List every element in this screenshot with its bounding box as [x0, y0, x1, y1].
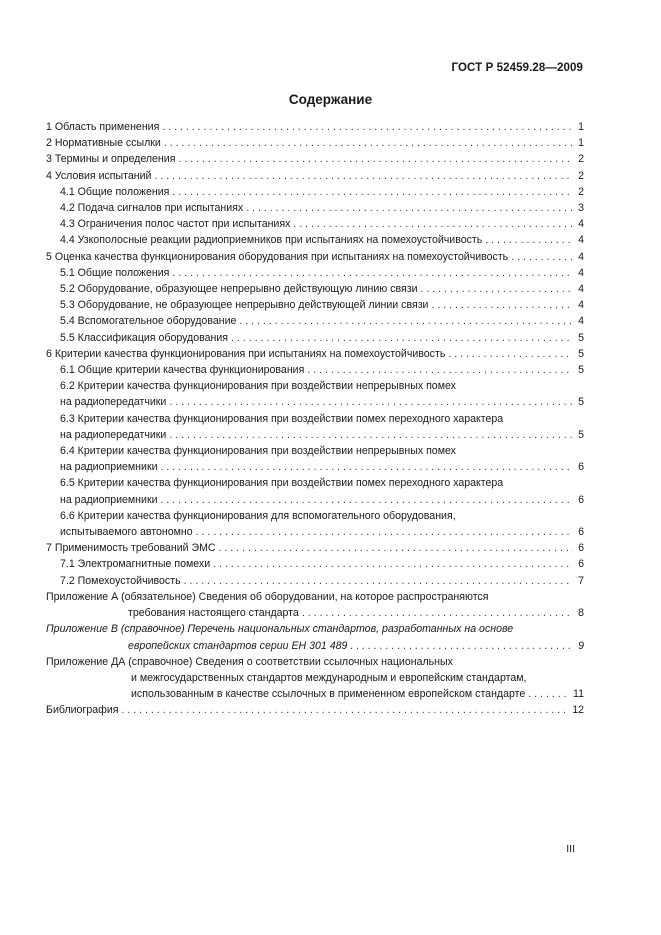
toc-leader-dots [161, 459, 573, 475]
toc-entry-text: и межгосударственных стандартов международным и европейским стандартам, [131, 671, 527, 684]
toc-leader-dots [293, 216, 573, 232]
toc-page-number: 11 [573, 688, 584, 701]
toc-entry-text: 7.2 Помехоустойчивость [60, 574, 181, 587]
toc-entry[interactable] [46, 313, 584, 329]
toc-entry-text: 4.1 Общие положения [60, 185, 170, 198]
toc-entry-text: 4.4 Узкополосные реакции радиоприемников при испытаниях на помехоустойчивость [60, 234, 483, 247]
toc-entry-text: использованным в качестве ссылочных в примененном европейском стандарте [131, 688, 526, 701]
toc-entry-text: Приложение А (обязательное) Сведения об оборудовании, на которое распространяются [46, 590, 489, 603]
toc-leader-dots [302, 605, 573, 621]
toc-entry-text: на радиопередатчики [60, 428, 167, 441]
toc-entry-text: 6.2 Критерии качества функционирования при воздействии непрерывных помех [60, 380, 456, 393]
toc-leader-dots [239, 313, 573, 329]
toc-entry[interactable] [46, 411, 584, 443]
toc-entry[interactable] [46, 216, 584, 232]
toc-page-number: 5 [578, 364, 584, 377]
toc-page-number: 1 [578, 137, 584, 150]
toc-page-number: 2 [578, 153, 584, 166]
toc-entry[interactable] [46, 297, 584, 313]
toc-entry-text: 6.4 Критерии качества функционирования при воздействии непрерывных помех [60, 445, 456, 458]
toc-leader-dots [184, 573, 573, 589]
toc-entry[interactable] [46, 443, 584, 475]
toc-entry-text: 6.5 Критерии качества функционирования при воздействии помех переходного характера [60, 477, 504, 490]
toc-leader-dots [213, 556, 573, 572]
toc-entry-text: 6.3 Критерии качества функционирования при воздействии помех переходного характера [60, 412, 504, 425]
toc-entry-text: 6.6 Критерии качества функционирования для вспомогательного оборудования, [60, 509, 456, 522]
toc-entry-text: на радиопередатчики [60, 396, 167, 409]
toc-leader-dots [178, 151, 573, 167]
toc-page-number: 4 [578, 266, 584, 279]
toc-leader-dots [169, 394, 573, 410]
toc-leader-dots [350, 638, 573, 654]
toc-entry-text: европейских стандартов серии ЕН 301 489 [128, 639, 348, 652]
toc-entry-text: 3 Термины и определения [46, 153, 176, 166]
toc-page-number: 4 [578, 283, 584, 296]
toc-entry[interactable] [46, 702, 584, 718]
toc-page-number: 4 [578, 315, 584, 328]
toc-entry-text: 7 Применимость требований ЭМС [46, 542, 216, 555]
toc-entry[interactable] [46, 168, 584, 184]
toc-leader-dots [307, 362, 573, 378]
toc-entry-text: 1 Область применения [46, 121, 160, 133]
toc-entry-text: Приложение ДА (справочное) Сведения о соответствии ссылочных национальных [46, 655, 453, 668]
toc-leader-dots [196, 524, 573, 540]
toc-entry-text: Приложение В (справочное) Перечень национальных стандартов, разработанных на основе [46, 623, 514, 636]
toc-leader-dots [172, 265, 573, 281]
toc-leader-dots [162, 119, 573, 135]
toc-page-number: 9 [578, 639, 584, 652]
toc-leader-dots [161, 492, 573, 508]
toc-page-number: 2 [578, 169, 584, 182]
toc-entry-text: требования настоящего стандарта [128, 607, 299, 620]
toc-page-number: 12 [572, 704, 584, 717]
toc-entry-text: 5.3 Оборудование, не образующее непрерывно действующей линии связи [60, 299, 429, 312]
toc-entry-text: на радиоприемники [60, 493, 158, 506]
toc-leader-dots [528, 686, 570, 702]
toc-page-number: 2 [578, 185, 584, 198]
toc-page-number: 6 [578, 558, 584, 571]
toc-entry[interactable] [46, 346, 584, 362]
toc-entry-text: 5.2 Оборудование, образующее непрерывно действующую линию связи [60, 283, 418, 296]
toc-entry-text: 2 Нормативные ссылки [46, 137, 161, 150]
toc-page-number: 4 [578, 299, 584, 312]
toc-leader-dots [431, 297, 573, 313]
toc-entry[interactable] [46, 184, 584, 200]
document-header: ГОСТ Р 52459.28—2009 [451, 62, 583, 74]
toc-entry[interactable] [46, 281, 584, 297]
toc-leader-dots [172, 184, 573, 200]
toc-entry-text: 7.1 Электромагнитные помехи [60, 558, 211, 571]
toc-entry-text: 4.2 Подача сигналов при испытаниях [60, 202, 244, 215]
toc-leader-dots [121, 702, 569, 718]
toc-page-number: 6 [578, 493, 584, 506]
toc-entry[interactable] [46, 508, 584, 540]
toc-page-number: 5 [578, 331, 584, 344]
toc-leader-dots [485, 232, 573, 248]
toc-entry-text: 5.5 Классификация оборудования [60, 331, 229, 344]
toc-entry[interactable] [46, 573, 584, 589]
toc-page-number: 4 [578, 250, 584, 263]
toc-entry-text: на радиоприемники [60, 461, 158, 474]
toc-leader-dots [511, 249, 573, 265]
toc-entry-text: 5.1 Общие положения [60, 266, 170, 279]
toc-entry-text: Библиография [46, 704, 119, 717]
toc-entry-text: 6 Критерии качества функционирования при испытаниях на помехоустойчивость [46, 347, 446, 360]
toc-entry[interactable] [46, 135, 584, 151]
toc-leader-dots [421, 281, 574, 297]
toc-entry[interactable] [46, 151, 584, 167]
toc-entry[interactable] [46, 200, 584, 216]
toc-page-number: 5 [578, 396, 584, 409]
toc-leader-dots [154, 168, 573, 184]
toc-entry[interactable] [46, 475, 584, 507]
toc-page-number: 1 [578, 121, 584, 133]
toc-leader-dots [246, 200, 573, 216]
toc-entry[interactable] [46, 119, 584, 135]
toc-entry[interactable] [46, 232, 584, 248]
toc-entry-text: 4.3 Ограничения полос частот при испытаниях [60, 218, 291, 231]
toc-entry[interactable] [46, 556, 584, 572]
toc-leader-dots [164, 135, 573, 151]
toc-page-number: 8 [578, 607, 584, 620]
toc-page-number: 4 [578, 218, 584, 231]
toc-page-number: 6 [578, 526, 584, 539]
table-of-contents [46, 119, 584, 719]
toc-entry[interactable] [46, 654, 584, 703]
toc-page-number: 4 [578, 234, 584, 247]
toc-title: Содержание [288, 92, 373, 107]
toc-leader-dots [219, 540, 573, 556]
toc-entry-text: 5.4 Вспомогательное оборудование [60, 315, 237, 328]
toc-entry[interactable] [46, 621, 584, 653]
toc-leader-dots [169, 427, 573, 443]
toc-entry-text: 5 Оценка качества функционирования оборудования при испытаниях на помехоустойчивость [46, 250, 509, 263]
toc-entry[interactable] [46, 362, 584, 378]
toc-entry[interactable] [46, 378, 584, 410]
toc-page-number: 5 [578, 428, 584, 441]
toc-page-number: 6 [578, 542, 584, 555]
toc-entry[interactable] [46, 589, 584, 621]
toc-leader-dots [231, 330, 573, 346]
toc-entry[interactable] [46, 540, 584, 556]
toc-entry-text: 6.1 Общие критерии качества функционирования [60, 364, 305, 377]
page-number: III [566, 843, 575, 855]
toc-entry[interactable] [46, 265, 584, 281]
toc-entry[interactable] [46, 330, 584, 346]
toc-page-number: 7 [578, 574, 584, 587]
toc-page-number: 5 [578, 347, 584, 360]
toc-leader-dots [448, 346, 573, 362]
toc-entry-text: испытываемого автономно [60, 526, 193, 539]
toc-entry-text: 4 Условия испытаний [46, 169, 152, 182]
toc-entry[interactable] [46, 249, 584, 265]
toc-page-number: 6 [578, 461, 584, 474]
toc-page-number: 3 [578, 202, 584, 215]
